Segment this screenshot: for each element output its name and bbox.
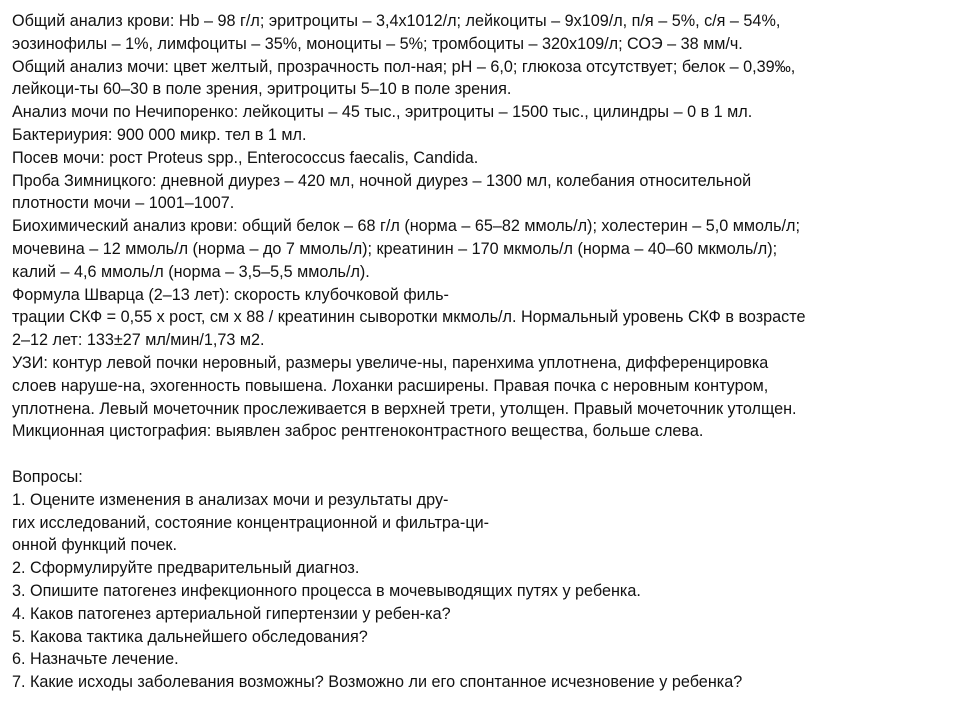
blood-test-line-1: Общий анализ крови: Hb – 98 г/л; эритроциты – 3,4х1012/л; лейкоциты – 9х109/л, п/я – 5%, с/я – 54%,	[12, 12, 781, 30]
bacteriuria-line: Бактериурия: 900 000 микр. тел в 1 мл.	[12, 125, 307, 144]
ultrasound-line-1: УЗИ: контур левой почки неровный, размеры увеличе-ны, паренхима уплотнена, дифференцировка	[12, 353, 769, 372]
paragraph-spacer	[12, 443, 952, 466]
urine-test-line-1: Общий анализ мочи: цвет желтый, прозрачность пол-ная; рН – 6,0; глюкоза отсутствует; белок – 0,39‰,	[12, 57, 796, 76]
zimnitsky-line-1: Проба Зимницкого: дневной диурез – 420 мл, ночной диурез – 1300 мл, колебания относительной	[12, 171, 752, 190]
biochem-line-3: калий – 4,6 ммоль/л (норма – 3,5–5,5 ммоль/л).	[12, 262, 370, 281]
zimnitsky-line-2: плотности мочи – 1001–1007.	[12, 194, 235, 213]
question-2: 2. Сформулируйте предварительный диагноз.	[12, 559, 360, 578]
questions-section	[12, 466, 952, 694]
urine-test-line-2: лейкоци-ты 60–30 в поле зрения, эритроциты 5–10 в поле зрения.	[12, 80, 512, 99]
schwartz-line-1: Формула Шварца (2–13 лет): скорость клубочковой филь-	[12, 285, 449, 304]
biochem-line-2: мочевина – 12 ммоль/л (норма – до 7 ммоль/л); креатинин – 170 мкмоль/л (норма – 40–60 мкмоль/л);	[12, 239, 778, 258]
question-1-line-3: онной функций почек.	[12, 536, 177, 555]
question-6: 6. Назначьте лечение.	[12, 650, 179, 669]
ultrasound-line-2: слоев наруше-на, эхогенность повышена. Лоханки расширены. Правая почка с неровным контуром,	[12, 376, 769, 395]
questions-heading: Вопросы:	[12, 467, 83, 486]
question-5: 5. Какова тактика дальнейшего обследования?	[12, 627, 368, 646]
question-4: 4. Каков патогенез артериальной гипертензии у ребен-ка?	[12, 604, 451, 623]
document-page	[12, 10, 952, 694]
question-7: 7. Какие исходы заболевания возможны? Возможно ли его спонтанное исчезновение у ребенка?	[12, 673, 743, 692]
question-1-line-2: гих исследований, состояние концентрационной и фильтра-ци-	[12, 513, 490, 532]
nechiporenko-line: Анализ мочи по Нечипоренко: лейкоциты – 45 тыс., эритроциты – 1500 тыс., цилиндры – 0 в 1 мл.	[12, 103, 753, 122]
ultrasound-line-3: уплотнена. Левый мочеточник прослеживается в верхней трети, утолщен. Правый мочеточник утолщен.	[12, 399, 797, 418]
schwartz-line-2: трации СКФ = 0,55 х рост, см х 88 / креатинин сыворотки мкмоль/л. Нормальный уровень СКФ в возрасте	[12, 308, 806, 327]
question-3: 3. Опишите патогенез инфекционного процесса в мочевыводящих путях у ребенка.	[12, 581, 641, 600]
blood-test-line-2: эозинофилы – 1%, лимфоциты – 35%, моноциты – 5%; тромбоциты – 320х109/л; СОЭ – 38 мм/ч.	[12, 34, 743, 53]
case-findings	[12, 10, 952, 443]
urine-culture-line: Посев мочи: рост Proteus spp., Enterococcus faecalis, Candida.	[12, 148, 479, 167]
question-1-line-1: 1. Оцените изменения в анализах мочи и результаты дру-	[12, 490, 449, 509]
biochem-line-1: Биохимический анализ крови: общий белок – 68 г/л (норма – 65–82 ммоль/л); холестерин – 5,0 ммоль/л;	[12, 217, 800, 236]
cystography-line: Микционная цистография: выявлен заброс рентгеноконтрастного вещества, больше слева.	[12, 422, 704, 441]
schwartz-line-3: 2–12 лет: 133±27 мл/мин/1,73 м2.	[12, 331, 265, 350]
